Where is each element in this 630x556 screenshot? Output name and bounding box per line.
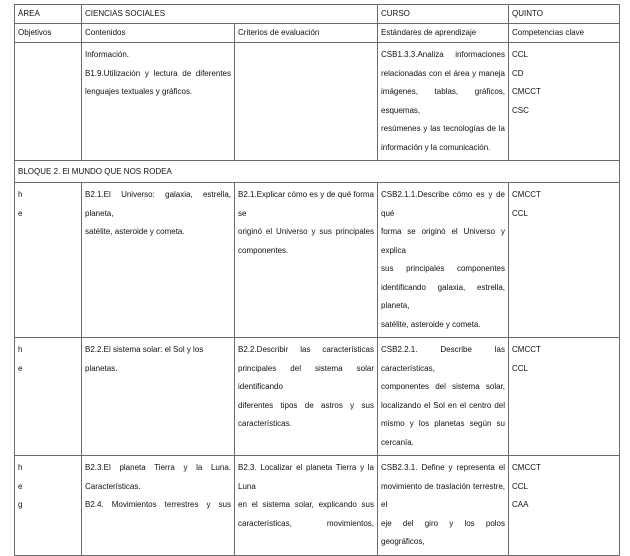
competencia-code: CCL xyxy=(512,481,529,491)
estandares-line: imágenes, tablas, gráficos, esquemas, xyxy=(381,87,505,115)
table-row-b1 xyxy=(15,43,620,161)
criterios-cell xyxy=(235,456,378,556)
objetivos-cell xyxy=(15,338,82,456)
criterios-line: originó el Universo y sus principales xyxy=(238,227,374,236)
competencia-code: CMCCT xyxy=(512,463,541,472)
competencia-code: CMCCT xyxy=(512,87,541,96)
estandares-line: mismo y los planetas según su xyxy=(381,419,505,428)
contenidos-line: B2.3.El planeta Tierra y la Luna. xyxy=(85,463,231,472)
estandares-line: identificando galaxia, estrella, planeta, xyxy=(381,282,505,310)
criterios-line: principales del sistema solar identificando xyxy=(238,363,374,391)
estandares-line: CSB2.2.1. Describe las características, xyxy=(381,345,505,373)
competencias-cell xyxy=(509,183,620,338)
estandares-line: satélite, asteroide y cometa. xyxy=(381,319,481,329)
table-row xyxy=(15,183,620,338)
competencia-code: CMCCT xyxy=(512,345,541,354)
estandares-line: cercanía. xyxy=(381,437,414,447)
estandares-line: información y la comunicación. xyxy=(381,142,491,152)
criterios-line: B2.3. Localizar el planeta Tierra y la Luna xyxy=(238,463,374,491)
estandares-line: CSB1.3.3.Analiza informaciones xyxy=(381,50,505,59)
competencias-cell xyxy=(509,43,620,161)
estandares-cell xyxy=(378,338,509,456)
column-header-criterios xyxy=(235,24,378,43)
contenidos-cell xyxy=(82,338,235,456)
curriculum-table xyxy=(14,4,620,556)
column-header-competencias xyxy=(509,24,620,43)
column-header-estandares xyxy=(378,24,509,43)
objetivo-code: e xyxy=(18,363,23,373)
competencia-code: CCL xyxy=(512,50,529,59)
criterios-line: componentes. xyxy=(238,245,289,255)
curso-value-cell xyxy=(509,5,620,24)
document-page xyxy=(14,4,626,546)
objetivo-code: e xyxy=(18,481,23,491)
competencias-cell xyxy=(509,456,620,556)
contenidos-line: B2.2.El sistema solar: el Sol y los planetas. xyxy=(85,345,204,373)
competencia-code: CCL xyxy=(512,363,529,373)
criterios-line: características, movimientos, xyxy=(238,518,374,528)
contenidos-line: B1.9.Utilización y lectura de diferentes xyxy=(85,68,231,78)
estandares-line: forma se originó el Universo y explica xyxy=(381,227,505,255)
objetivo-code: g xyxy=(18,500,23,509)
column-header-objetivos-text: Objetivos xyxy=(18,28,52,37)
estandares-line: CSB2.3.1. Define y representa el xyxy=(381,463,505,472)
objetivo-code: e xyxy=(18,208,23,218)
objetivos-cell xyxy=(15,183,82,338)
column-header-estandares-text: Estándares de aprendizaje xyxy=(381,28,477,37)
competencias-cell xyxy=(509,338,620,456)
criterios-line: en el sistema solar, explicando sus xyxy=(238,500,374,509)
competencia-code: CAA xyxy=(512,500,529,509)
estandares-line: sus principales componentes xyxy=(381,264,505,273)
column-header-objetivos xyxy=(15,24,82,43)
contenidos-line: Características. xyxy=(85,481,141,491)
estandares-line: CSB2.1.1.Describe cómo es y de qué xyxy=(381,190,505,218)
contenidos-cell xyxy=(82,43,235,161)
competencia-code: CD xyxy=(512,68,524,78)
objetivos-cell xyxy=(15,43,82,161)
estandares-cell xyxy=(378,183,509,338)
estandares-line: resúmenes y las tecnologías de la xyxy=(381,124,505,133)
criterios-line: B2.1.Explicar cómo es y de qué forma se xyxy=(238,190,374,218)
criterios-line: B2.2.Describir las características xyxy=(238,345,374,354)
contenidos-cell xyxy=(82,183,235,338)
area-label-cell xyxy=(15,5,82,24)
contenidos-cell xyxy=(82,456,235,556)
estandares-cell xyxy=(378,43,509,161)
estandares-line: componentes del sistema solar, xyxy=(381,382,505,391)
competencia-code: CCL xyxy=(512,208,529,218)
contenidos-line: satélite, asteroide y cometa. xyxy=(85,227,185,236)
table-row xyxy=(15,338,620,456)
criterios-cell xyxy=(235,183,378,338)
column-header-competencias-text: Competencias clave xyxy=(512,28,585,37)
competencia-code: CSC xyxy=(512,105,529,115)
subject-name: CIENCIAS SOCIALES xyxy=(85,9,166,18)
estandares-line: relacionadas con el área y maneja xyxy=(381,68,505,78)
bloque-title: BLOQUE 2. El MUNDO QUE NOS RODEA xyxy=(18,167,172,176)
contenidos-line: lenguajes textuales y gráficos. xyxy=(85,87,193,96)
criterios-line: diferentes tipos de astros y sus xyxy=(238,400,374,410)
estandares-cell xyxy=(378,456,509,556)
objetivo-code: h xyxy=(18,345,23,354)
bloque-title-cell xyxy=(15,161,620,183)
subject-cell xyxy=(82,5,378,24)
column-header-contenidos xyxy=(82,24,235,43)
table-row xyxy=(15,456,620,556)
curso-value: QUINTO xyxy=(512,9,543,18)
curso-label: CURSO xyxy=(381,9,410,18)
contenidos-line: B2.4. Movimientos terrestres y sus xyxy=(85,500,231,509)
objetivos-cell xyxy=(15,456,82,556)
estandares-line: movimiento de traslación terrestre, el xyxy=(381,481,505,509)
objetivo-code: h xyxy=(18,463,23,472)
competencia-code: CMCCT xyxy=(512,190,541,199)
area-label: ÁREA xyxy=(18,9,40,18)
criterios-line: características. xyxy=(238,419,292,428)
estandares-line: localizando el Sol en el centro del xyxy=(381,400,505,410)
criterios-cell xyxy=(235,43,378,161)
column-header-contenidos-text: Contenidos xyxy=(85,28,126,37)
curso-label-cell xyxy=(378,5,509,24)
header-row-area xyxy=(15,5,620,24)
column-header-criterios-text: Criterios de evaluación xyxy=(238,28,320,37)
contenidos-line: B2.1.El Universo: galaxia, estrella, planeta, xyxy=(85,190,231,218)
criterios-cell xyxy=(235,338,378,456)
objetivo-code: h xyxy=(18,190,23,199)
estandares-line: eje del giro y los polos geográficos, xyxy=(381,518,505,546)
contenidos-line: Información. xyxy=(85,50,130,59)
bloque-title-row xyxy=(15,161,620,183)
header-row-columns xyxy=(15,24,620,43)
